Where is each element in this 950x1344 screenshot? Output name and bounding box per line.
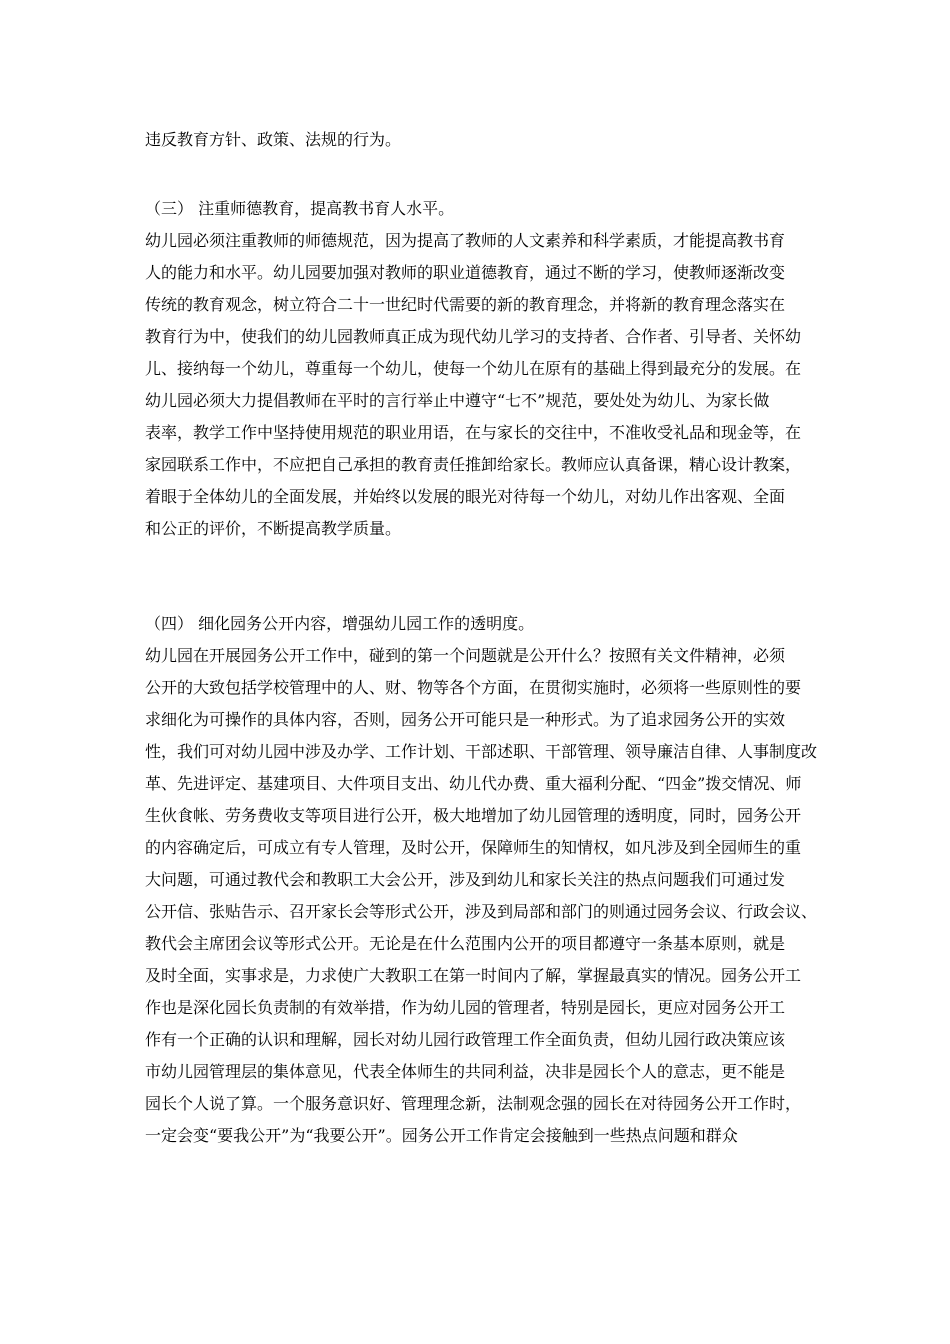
text-line: 幼儿园必须注重教师的师德规范，因为提高了教师的人文素养和科学素质，才能提高教书育 [145,231,786,250]
text-line: 大问题，可通过教代会和教职工大会公开，涉及到幼儿和家长关注的热点问题我们可通过发 [145,870,786,889]
text-line: 教代会主席团会议等形式公开。无论是在什么范围内公开的项目都遵守一条基本原则，就是 [145,934,786,953]
section-4-heading: （四） 细化园务公开内容，增强幼儿园工作的透明度。 [145,614,535,633]
text-line: 公开信、张贴告示、召开家长会等形式公开，涉及到局部和部门的则通过园务会议、行政会议、 [145,902,818,921]
text-line: 人的能力和水平。幼儿园要加强对教师的职业道德教育，通过不断的学习，使教师逐渐改变 [145,263,786,282]
text-line: 生伙食帐、劳务费收支等项目进行公开，极大地增加了幼儿园管理的透明度，同时，园务公开 [145,806,802,825]
text-line: 幼儿园在开展园务公开工作中，碰到的第一个问题就是公开什么？按照有关文件精神，必须 [145,646,786,665]
text-line: 市幼儿园管理层的集体意见，代表全体师生的共同利益，决非是园长个人的意志，更不能是 [145,1062,786,1081]
text-line: 革、先进评定、基建项目、大件项目支出、幼儿代办费、重大福利分配、“四金”拨交情况、师 [145,774,802,793]
text-line: 家园联系工作中，不应把自己承担的教育责任推卸给家长。教师应认真备课，精心设计教案， [145,455,802,474]
text-line: 幼儿园必须大力提倡教师在平时的言行举止中遵守“七不”规范，要处处为幼儿、为家长做 [145,391,770,410]
text-line: 教育行为中，使我们的幼儿园教师真正成为现代幼儿学习的支持者、合作者、引导者、关怀幼 [145,327,802,346]
text-line: 一定会变“要我公开”为“我要公开”。园务公开工作肯定会接触到一些热点问题和群众 [145,1126,738,1145]
text-line: 表率，教学工作中坚持使用规范的职业用语，在与家长的交往中，不准收受礼品和现金等，在 [145,423,802,442]
text-line: 求细化为可操作的具体内容，否则，园务公开可能只是一种形式。为了追求园务公开的实效 [145,710,786,729]
section-4 [145,608,818,1152]
text-line: 儿、接纳每一个幼儿，尊重每一个幼儿，使每一个幼儿在原有的基础上得到最充分的发展。在 [145,359,802,378]
text-line: 性，我们可对幼儿园中涉及办学、工作计划、干部述职、干部管理、领导廉洁自律、人事制度改 [145,742,818,761]
text-line: 着眼于全体幼儿的全面发展，并始终以发展的眼光对待每一个幼儿，对幼儿作出客观、全面 [145,487,786,506]
section-3-heading: （三） 注重师德教育，提高教书育人水平。 [145,199,455,218]
text-line: 及时全面，实事求是，力求使广大教职工在第一时间内了解，掌握最真实的情况。园务公开工 [145,966,802,985]
text-line: 作也是深化园长负责制的有效举措，作为幼儿园的管理者，特别是园长，更应对园务公开工 [145,998,786,1017]
text-line: 和公正的评价，不断提高教学质量。 [145,519,402,538]
section-3 [145,193,815,545]
text-line: 传统的教育观念，树立符合二十一世纪时代需要的新的教育理念，并将新的教育理念落实在 [145,295,786,314]
intro-paragraph [145,124,815,156]
text-line: 园长个人说了算。一个服务意识好、管理理念新，法制观念强的园长在对待园务公开工作时， [145,1094,802,1113]
text-line: 公开的大致包括学校管理中的人、财、物等各个方面，在贯彻实施时，必须将一些原则性的要 [145,678,802,697]
text-line: 作有一个正确的认识和理解，园长对幼儿园行政管理工作全面负责，但幼儿园行政决策应该 [145,1030,786,1049]
text-line: 的内容确定后，可成立有专人管理，及时公开，保障师生的知情权，如凡涉及到全园师生的重 [145,838,802,857]
text-line: 违反教育方针、政策、法规的行为。 [145,130,402,149]
